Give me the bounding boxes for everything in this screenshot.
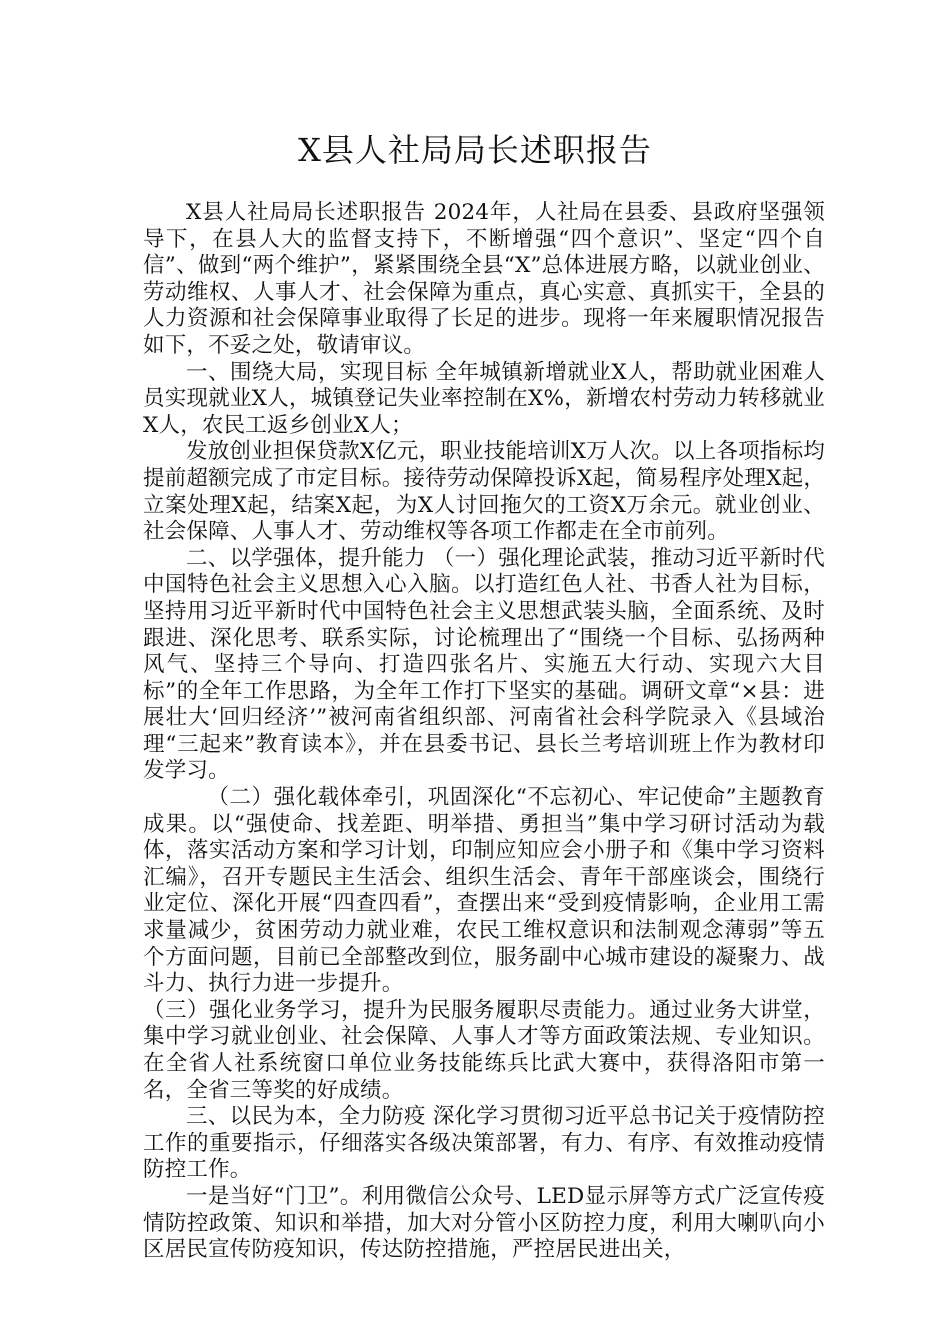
paragraph-section-2: 二、以学强体，提升能力 （一）强化理论武装，推动习近平新时代中国特色社会主义思想入心入脑。以打造红色人社、书香人社为目标，坚持用习近平新时代中国特色社会主义思想武装头脑，全面系统、及时跟进、深化思考、联系实际，讨论梳理出了“围绕一个目标、弘扬两种风气、坚持三个导向、打造四张名片、实施五大行动、实现六大目标”的全年工作思路，为全年工作打下坚实的基础。调研文章“×县：进展壮大‘回归经济’”被河南省组织部、河南省社会科学院录入《县域治理“三起来”教育读本》，并在县委书记、县长兰考培训班上作为教材印发学习。 — [143, 545, 825, 784]
paragraph-section-2-sub-3: （三）强化业务学习，提升为民服务履职尽责能力。通过业务大讲堂，集中学习就业创业、社会保障、人事人才等方面政策法规、专业知识。在全省人社系统窗口单位业务技能练兵比武大赛中，获得洛阳市第一名，全省三等奖的好成绩。 — [143, 997, 825, 1103]
document-title: X县人社局局长述职报告 — [298, 131, 652, 169]
paragraph-section-3-item-1: 一是当好“门卫”。利用微信公众号、LED显示屏等方式广泛宣传疫情防控政策、知识和举措，加大对分管小区防控力度，利用大喇叭向小区居民宣传防疫知识，传达防控措施，严控居民进出关， — [143, 1183, 825, 1263]
paragraph-section-3: 三、以民为本，全力防疫 深化学习贯彻习近平总书记关于疫情防控工作的重要指示，仔细落实各级决策部署，有力、有序、有效推动疫情防控工作。 — [143, 1104, 825, 1183]
paragraph-section-1-cont: 发放创业担保贷款X亿元，职业技能培训X万人次。以上各项指标均提前超额完成了市定目标。接待劳动保障投诉X起，简易程序处理X起，立案处理X起，结案X起，为X人讨回拖欠的工资X万余元。就业创业、社会保障、人事人才、劳动维权等各项工作都走在全市前列。 — [143, 439, 826, 545]
document-body — [143, 200, 825, 1264]
paragraph-intro: X县人社局局长述职报告 2024年，人社局在县委、县政府坚强领导下，在县人大的监督支持下，不断增强“四个意识”、坚定“四个自信”、做到“两个维护”，紧紧围绕全县“X”总体进展方略，以就业创业、劳动维权、人事人才、社会保障为重点，真心实意、真抓实干，全县的人力资源和社会保障事业取得了长足的进步。现将一年来履职情况报告如下，不妥之处，敬请审议。 — [143, 200, 825, 358]
paragraph-section-2-sub-2: （二）强化载体牵引，巩固深化“不忘初心、牢记使命”主题教育成果。以“强使命、找差距、明举措、勇担当”集中学习研讨活动为载体，落实活动方案和学习计划，印制应知应会小册子和《集中学习资料汇编》，召开专题民主生活会、组织生活会、青年干部座谈会，围绕行业定位、深化开展“四查四看”，查摆出来“受到疫情影响，企业用工需求量减少，贫困劳动力就业难，农民工维权意识和法制观念薄弱”等五个方面问题，目前已全部整改到位，服务副中心城市建设的凝聚力、战斗力、执行力进一步提升。 — [143, 785, 825, 997]
paragraph-section-1: 一、围绕大局，实现目标 全年城镇新增就业X人，帮助就业困难人员实现就业X人，城镇登记失业率控制在X%，新增农村劳动力转移就业X人，农民工返乡创业X人； — [143, 359, 825, 438]
